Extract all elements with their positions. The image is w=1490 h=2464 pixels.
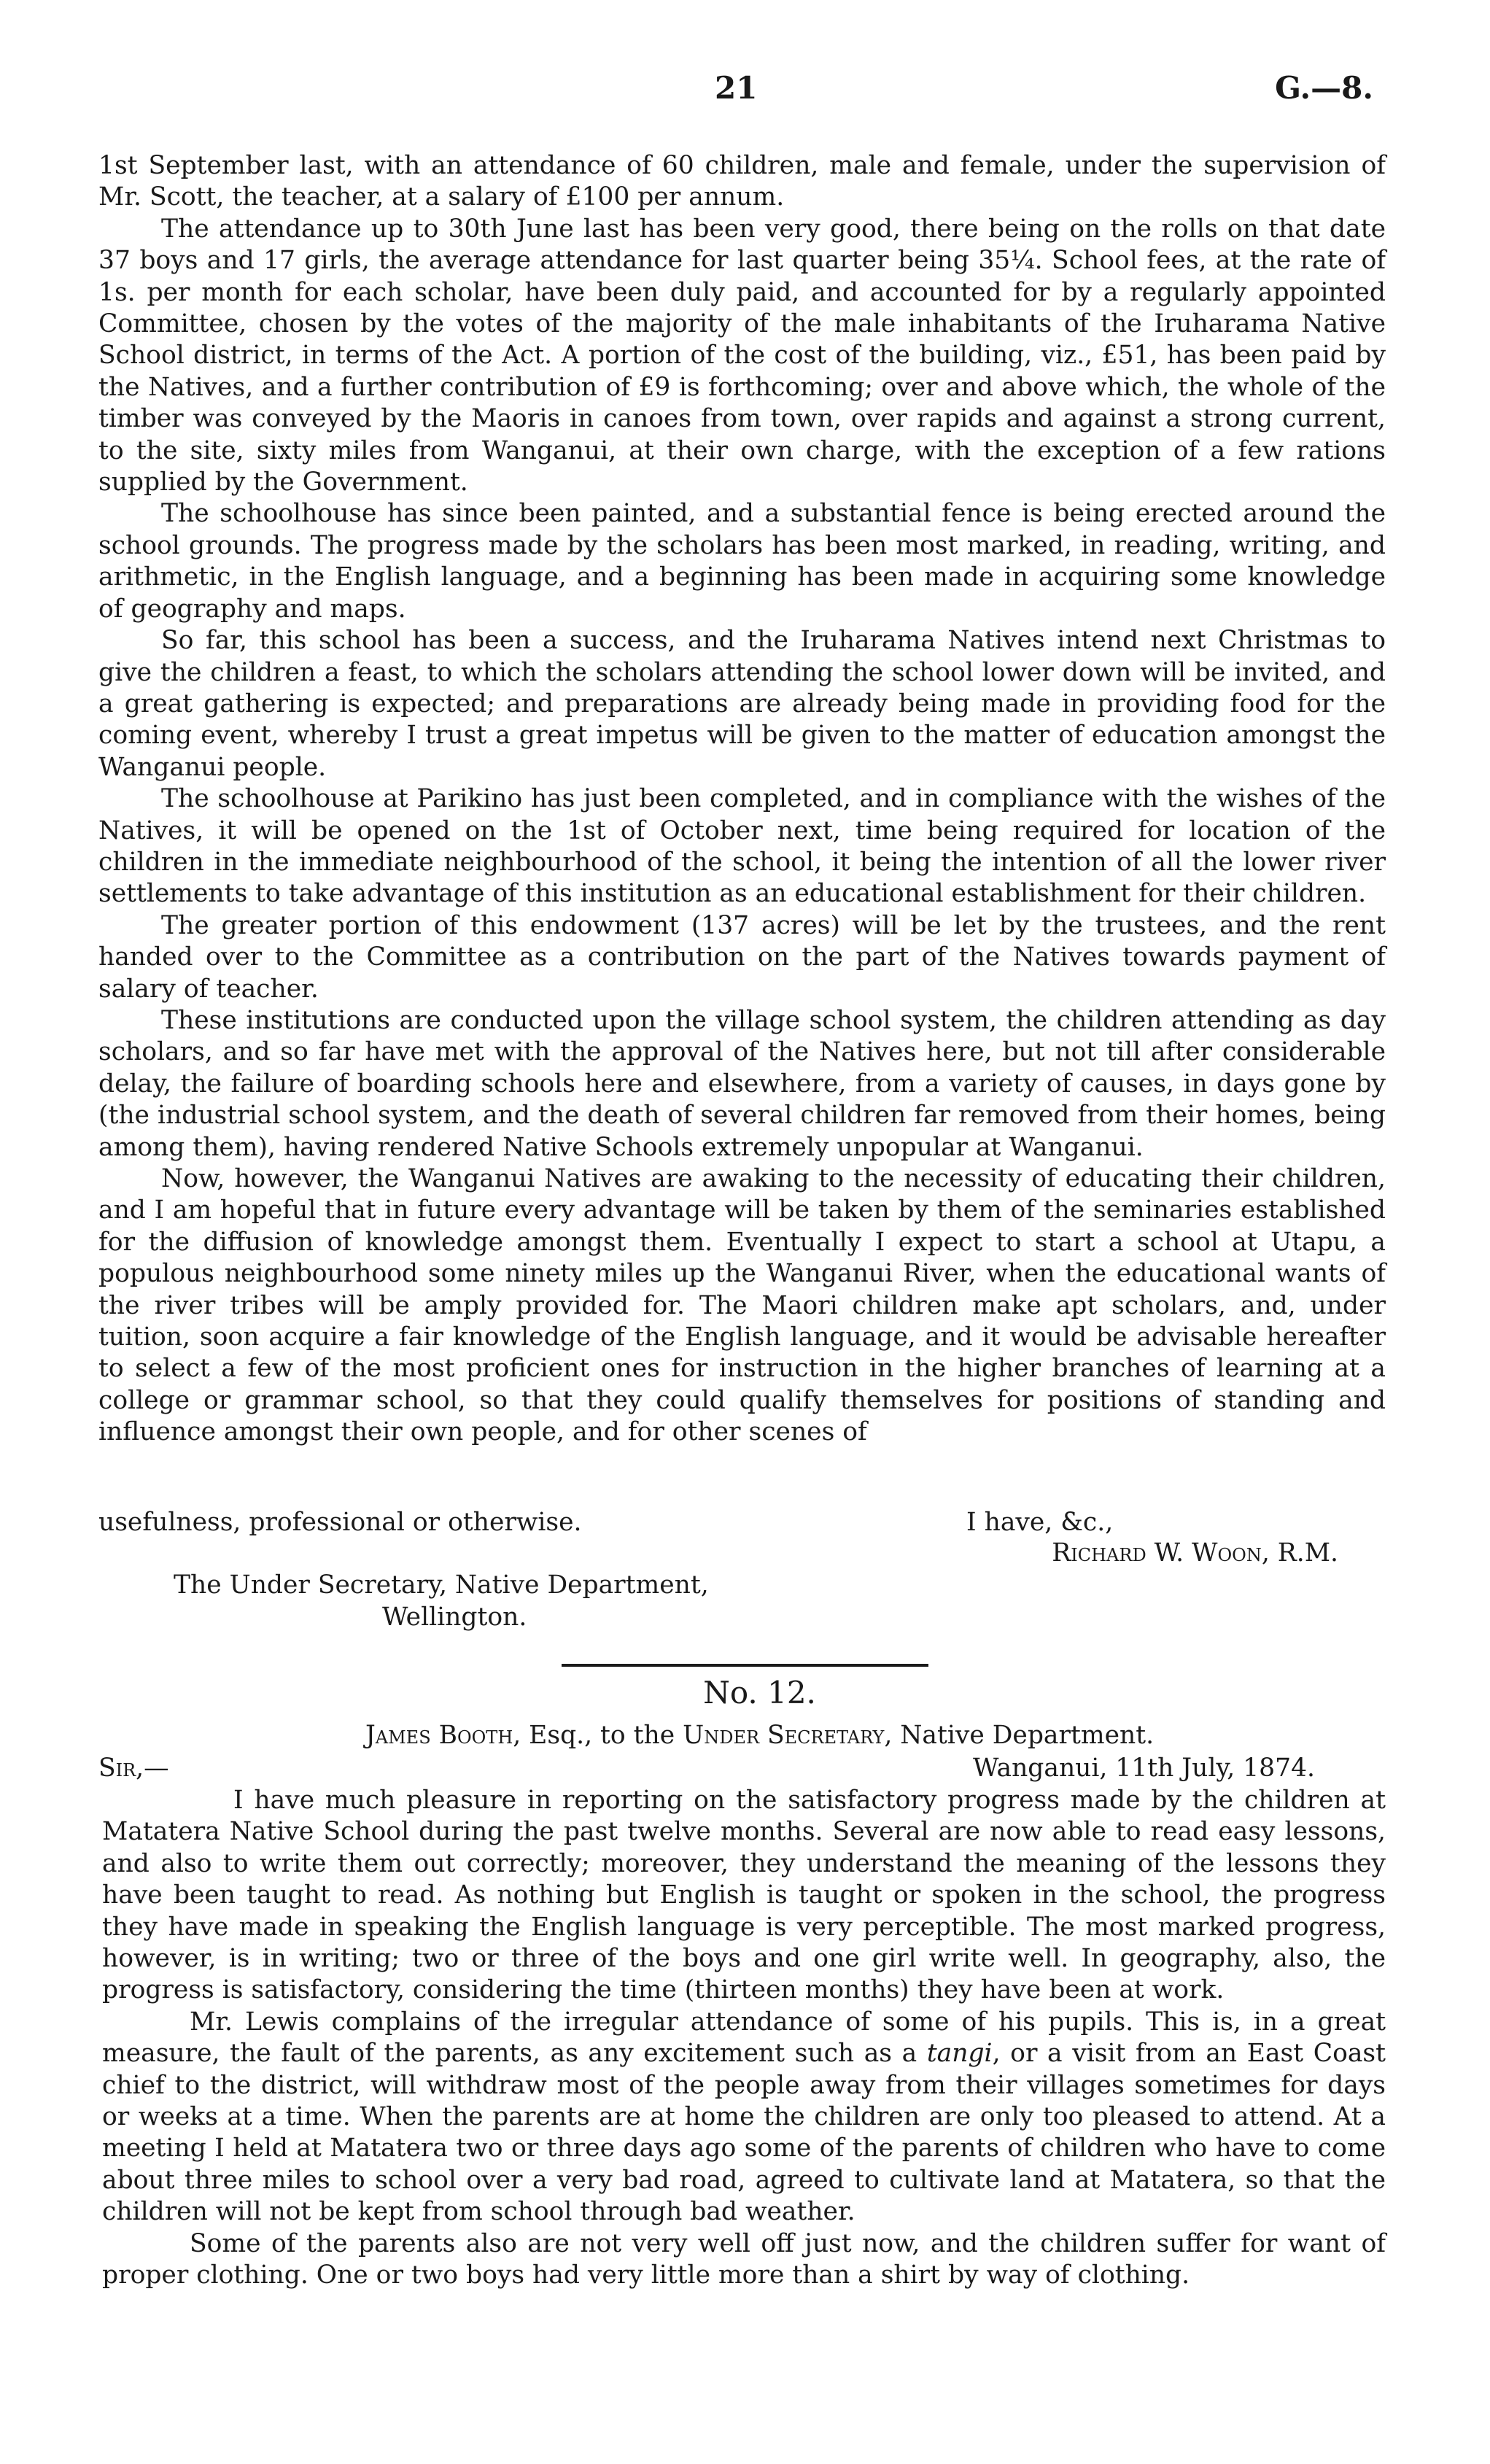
salutation: Sir,—	[98, 1754, 169, 1783]
closing-text: usefulness, professional or otherwise.	[98, 1508, 582, 1537]
letter-recipient: Under Secretary	[683, 1721, 885, 1750]
paragraph-part: , or a visit from an East Coast chief to the district, will withdraw most of the people away from their villages sometimes for days or weeks at a time. When the parents are at home the children are only too pleased to attend. At a meeting I held at Matatera two or three days ago some of the parents of children who have to come about three miles to school over a very bad road, agreed to cultivate land at Matatera, so that the children will not be kept from school through bad weather.	[102, 2039, 1386, 2227]
letter-heading-end: , Native Department.	[884, 1721, 1155, 1750]
closing-line	[98, 1507, 1338, 1539]
italic-term: tangi	[926, 2039, 993, 2069]
paragraph: 1st September last, with an attendance of 60 children, male and female, under the supervision of Mr. Scott, the teacher, at a salary of £100 per annum.	[98, 151, 1386, 212]
paragraph: So far, this school has been a success, and the Iruharama Natives intend next Christmas to give the children a feast, to which the scholars attending the school lower down will be invited, and a great gathering is expected; and preparations are already being made in providing food for the coming event, whereby I trust a great impetus will be given to the matter of education amongst the Wanganui people.	[98, 626, 1386, 782]
paragraph: The greater portion of this endowment (137 acres) will be let by the trustees, and the rent handed over to the Committee as a contribution on the part of the Natives towards payment of salary of teacher.	[98, 910, 1386, 1004]
letter-body	[102, 1785, 1386, 2292]
signature: Richard W. Woon, R.M.	[1052, 1538, 1338, 1568]
recipient-line-1: The Under Secretary, Native Department,	[174, 1570, 709, 1600]
paragraph: These institutions are conducted upon the village school system, the children attending as day scholars, and so far have met with the approval of the Natives here, but not till after considerable delay, the failure of boarding schools here and elsewhere, from a variety of causes, in days gone by (the industrial school system, and the death of several children far removed from their homes, being among them), having rendered Native Schools extremely unpopular at Wanganui.	[98, 1005, 1386, 1162]
paragraph: The schoolhouse at Parikino has just been completed, and in compliance with the wishes of the Natives, it will be opened on the 1st of October next, time being required for location of the children in the immediate neighbourhood of the school, it being the intention of all the lower river settlements to take advantage of this institution as an educational establishment for their children.	[98, 784, 1386, 909]
report-continuation	[98, 150, 1386, 1449]
paragraph	[102, 2007, 1386, 2228]
document-code: G.—8.	[1275, 70, 1373, 106]
letter-heading-mid: , Esq., to the	[513, 1721, 683, 1750]
recipient-line-2: Wellington.	[382, 1603, 527, 1632]
letter-number: No. 12.	[703, 1675, 816, 1711]
page-header	[0, 70, 1490, 114]
letter-author: James Booth	[365, 1721, 513, 1750]
complimentary-close: I have, &c.,	[966, 1508, 1114, 1537]
paragraph: The attendance up to 30th June last has been very good, there being on the rolls on that date 37 boys and 17 girls, the average attendance for last quarter being 35¼. School fees, at the rate of 1s. per month for each scholar, have been duly paid, and accounted for by a regularly appointed Committee, chosen by the votes of the majority of the male inhabitants of the Iruharama Native School district, in terms of the Act. A portion of the cost of the building, viz., £51, has been paid by the Natives, and a further contribution of £9 is forthcoming; over and above which, the whole of the timber was conveyed by the Maoris in canoes from town, over rapids and against a strong current, to the site, sixty miles from Wanganui, at their own charge, with the exception of a few rations supplied by the Government.	[98, 214, 1386, 497]
page-number: 21	[715, 70, 758, 106]
paragraph: Some of the parents also are not very well off just now, and the children suffer for want of proper clothing. One or two boys had very little more than a shirt by way of clothing.	[102, 2228, 1386, 2290]
dateline: Wanganui, 11th July, 1874.	[973, 1754, 1315, 1783]
letter-heading	[0, 1720, 1490, 1751]
paragraph-part: Mr. Lewis complains of the irregular attendance of some of his pupils. This is, in a great measure, the fault of the parents, as any excitement such as a	[102, 2007, 1386, 2069]
paragraph: Now, however, the Wanganui Natives are awaking to the necessity of educating their children, and I am hopeful that in future every advantage will be taken by them of the seminaries established for the diffusion of knowledge amongst them. Eventually I expect to start a school at Utapu, a populous neighbourhood some ninety miles up the Wanganui River, when the educational wants of the river tribes will be amply provided for. The Maori children make apt scholars, and, under tuition, soon acquire a fair knowledge of the English language, and it would be advisable hereafter to select a few of the most proficient ones for instruction in the higher branches of learning at a college or grammar school, so that they could qualify themselves for positions of standing and influence amongst their own people, and for other scenes of	[98, 1164, 1386, 1447]
section-divider	[562, 1664, 928, 1667]
paragraph: I have much pleasure in reporting on the satisfactory progress made by the children at Matatera Native School during the past twelve months. Several are now able to read easy lessons, and also to write them out correctly; moreover, they understand the meaning of the lessons they have been taught to read. As nothing but English is taught or spoken in the school, the progress they have made in speaking the English language is very perceptible. The most marked progress, however, is in writing; two or three of the boys and one girl write well. In geography, also, the progress is satisfactory, considering the time (thirteen months) they have been at work.	[102, 1786, 1386, 2005]
paragraph: The schoolhouse has since been painted, and a substantial fence is being erected around the school grounds. The progress made by the scholars has been most marked, in reading, writing, and arithmetic, in the English language, and a beginning has been made in acquiring some knowledge of geography and maps.	[98, 499, 1386, 624]
